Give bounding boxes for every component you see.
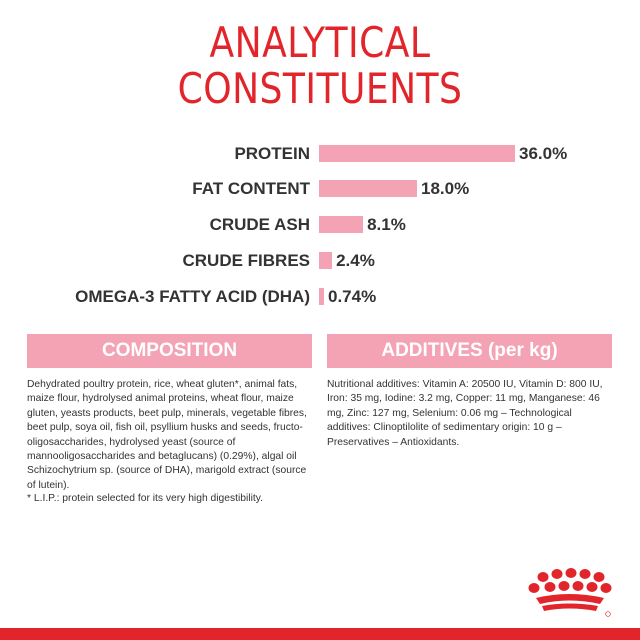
constituent-row-omega-3 (0, 285, 640, 309)
constituent-label: CRUDE FIBRES (182, 251, 310, 270)
constituent-row-fat-content (0, 177, 640, 201)
bottom-brand-bar (0, 628, 640, 640)
page-title-line-2: CONSTITUENTS (177, 64, 463, 113)
royal-canin-crown-logo-icon (526, 568, 612, 620)
constituent-value: 36.0% (519, 144, 568, 163)
page-title-line-1: ANALYTICAL (209, 18, 431, 67)
constituent-label: CRUDE ASH (209, 215, 310, 234)
composition-heading: COMPOSITION (27, 334, 312, 368)
constituent-bar (319, 288, 324, 305)
constituent-value: 8.1% (367, 215, 406, 234)
composition-text: Dehydrated poultry protein, rice, wheat gluten*, animal fats, maize flour, hydrolysed animal proteins, wheat flour, maize gluten, yeasts products, beet pulp, minerals, vegetable fibres, beet pulp, soya oil, fish oil, psyllium husks and seeds, fructo-oligosaccharides, hydrolysed yeast (source of mannooligosaccharides and betaglucans) (0.29%), algal oil Schizochytrium sp. (source of DHA), marigold extract (source of lutein). (27, 379, 307, 491)
constituent-bar (319, 252, 332, 269)
constituent-value: 2.4% (336, 251, 375, 270)
constituent-row-crude-fibres (0, 249, 640, 273)
constituent-bar (319, 180, 417, 197)
constituent-row-crude-ash (0, 213, 640, 237)
constituent-bar (319, 216, 363, 233)
constituent-value: 18.0% (421, 179, 470, 198)
constituent-row-protein (0, 142, 640, 166)
constituent-label: OMEGA-3 FATTY ACID (DHA) (75, 287, 310, 306)
constituent-bar (319, 145, 515, 162)
additives-text: Nutritional additives: Vitamin A: 20500 IU, Vitamin D: 800 IU, Iron: 35 mg, Iodine: 3.2 mg, Copper: 11 mg, Manganese: 46 mg, Zinc: 127 mg, Selenium: 0.06 mg – Technological additives: Clinoptilolite of sedimentary origin: 10 g – Preservatives – Antioxidants. (327, 379, 603, 448)
constituent-value: 0.74% (328, 287, 377, 306)
constituent-label: FAT CONTENT (192, 179, 310, 198)
constituent-label: PROTEIN (234, 144, 310, 163)
additives-heading: ADDITIVES (per kg) (327, 334, 612, 368)
composition-footnote: * L.I.P.: protein selected for its very high digestibility. (27, 493, 263, 504)
